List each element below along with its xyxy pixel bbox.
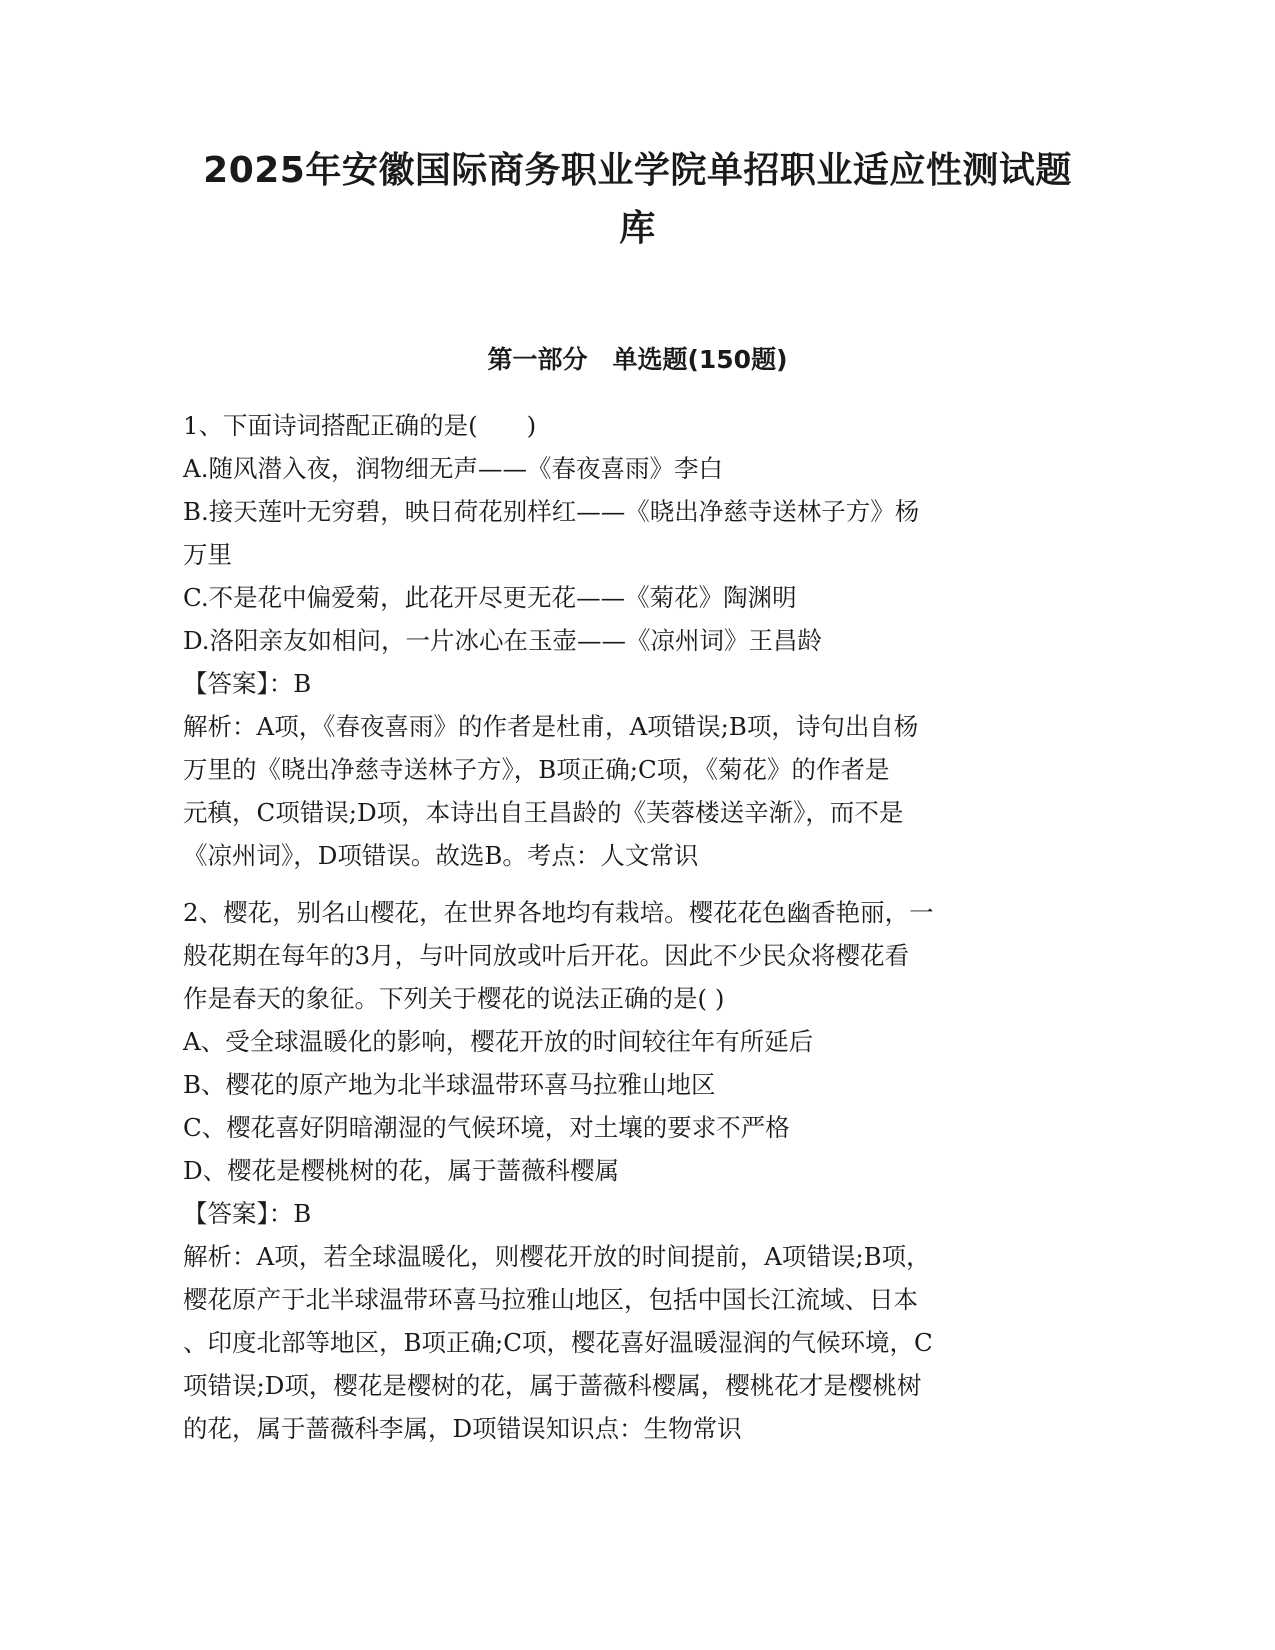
option-line: A.随风潜入夜，润物细无声——《春夜喜雨》李白: [183, 454, 723, 483]
explanation-line: 的花，属于蔷薇科李属，D项错误知识点：生物常识: [183, 1414, 742, 1443]
option-line: B.接天莲叶无穷碧，映日荷花别样红——《晓出净慈寺送林子方》杨: [183, 497, 920, 526]
option-line: D.洛阳亲友如相问，一片冰心在玉壶——《凉州词》王昌龄: [183, 626, 823, 655]
option-line: C、樱花喜好阴暗潮湿的气候环境，对土壤的要求不严格: [183, 1113, 790, 1142]
option-line: D、樱花是樱桃树的花，属于蔷薇科樱属: [183, 1156, 620, 1185]
explanation-line: 项错误;D项，樱花是樱树的花，属于蔷薇科樱属，樱桃花才是樱桃树: [183, 1371, 922, 1400]
explanation-line: 万里的《晓出净慈寺送林子方》，B项正确;C项，《菊花》的作者是: [183, 755, 890, 784]
section-heading: 第一部分 单选题(150题): [487, 345, 788, 374]
answer-label: 【答案】：B: [183, 669, 312, 698]
document-title: [180, 142, 1095, 258]
explanation-line: 元稹，C项错误;D项，本诗出自王昌龄的《芙蓉楼送辛渐》，而不是: [183, 798, 904, 827]
explanation-line: 樱花原产于北半球温带环喜马拉雅山地区，包括中国长江流域、日本: [183, 1285, 918, 1314]
question-stem: 般花期在每年的3月，与叶同放或叶后开花。因此不少民众将樱花看: [183, 941, 910, 970]
question-stem: 1、下面诗词搭配正确的是( ): [183, 411, 537, 440]
question-item: [183, 891, 1083, 1450]
option-line: B、樱花的原产地为北半球温带环喜马拉雅山地区: [183, 1070, 716, 1099]
question-stem: 作是春天的象征。下列关于樱花的说法正确的是( ): [183, 984, 725, 1013]
explanation-line: 解析：A项，若全球温暖化，则樱花开放的时间提前，A项错误;B项，: [183, 1242, 931, 1271]
option-line: C.不是花中偏爱菊，此花开尽更无花——《菊花》陶渊明: [183, 583, 797, 612]
explanation-line: 、印度北部等地区，B项正确;C项，樱花喜好温暖湿润的气候环境，C: [183, 1328, 933, 1357]
option-line: A、受全球温暖化的影响，樱花开放的时间较往年有所延后: [183, 1027, 814, 1056]
option-line: 万里: [183, 540, 232, 569]
explanation-line: 解析：A项，《春夜喜雨》的作者是杜甫，A项错误;B项，诗句出自杨: [183, 712, 919, 741]
title-line-2: 库: [619, 208, 656, 249]
question-list: [183, 404, 1083, 1450]
answer-label: 【答案】：B: [183, 1199, 312, 1228]
question-stem: 2、樱花，别名山樱花，在世界各地均有栽培。樱花花色幽香艳丽，一: [183, 898, 934, 927]
question-item: [183, 404, 1083, 877]
explanation-line: 《凉州词》，D项错误。故选B。考点：人文常识: [183, 841, 699, 870]
title-line-1: 2025年安徽国际商务职业学院单招职业适应性测试题: [203, 150, 1072, 191]
